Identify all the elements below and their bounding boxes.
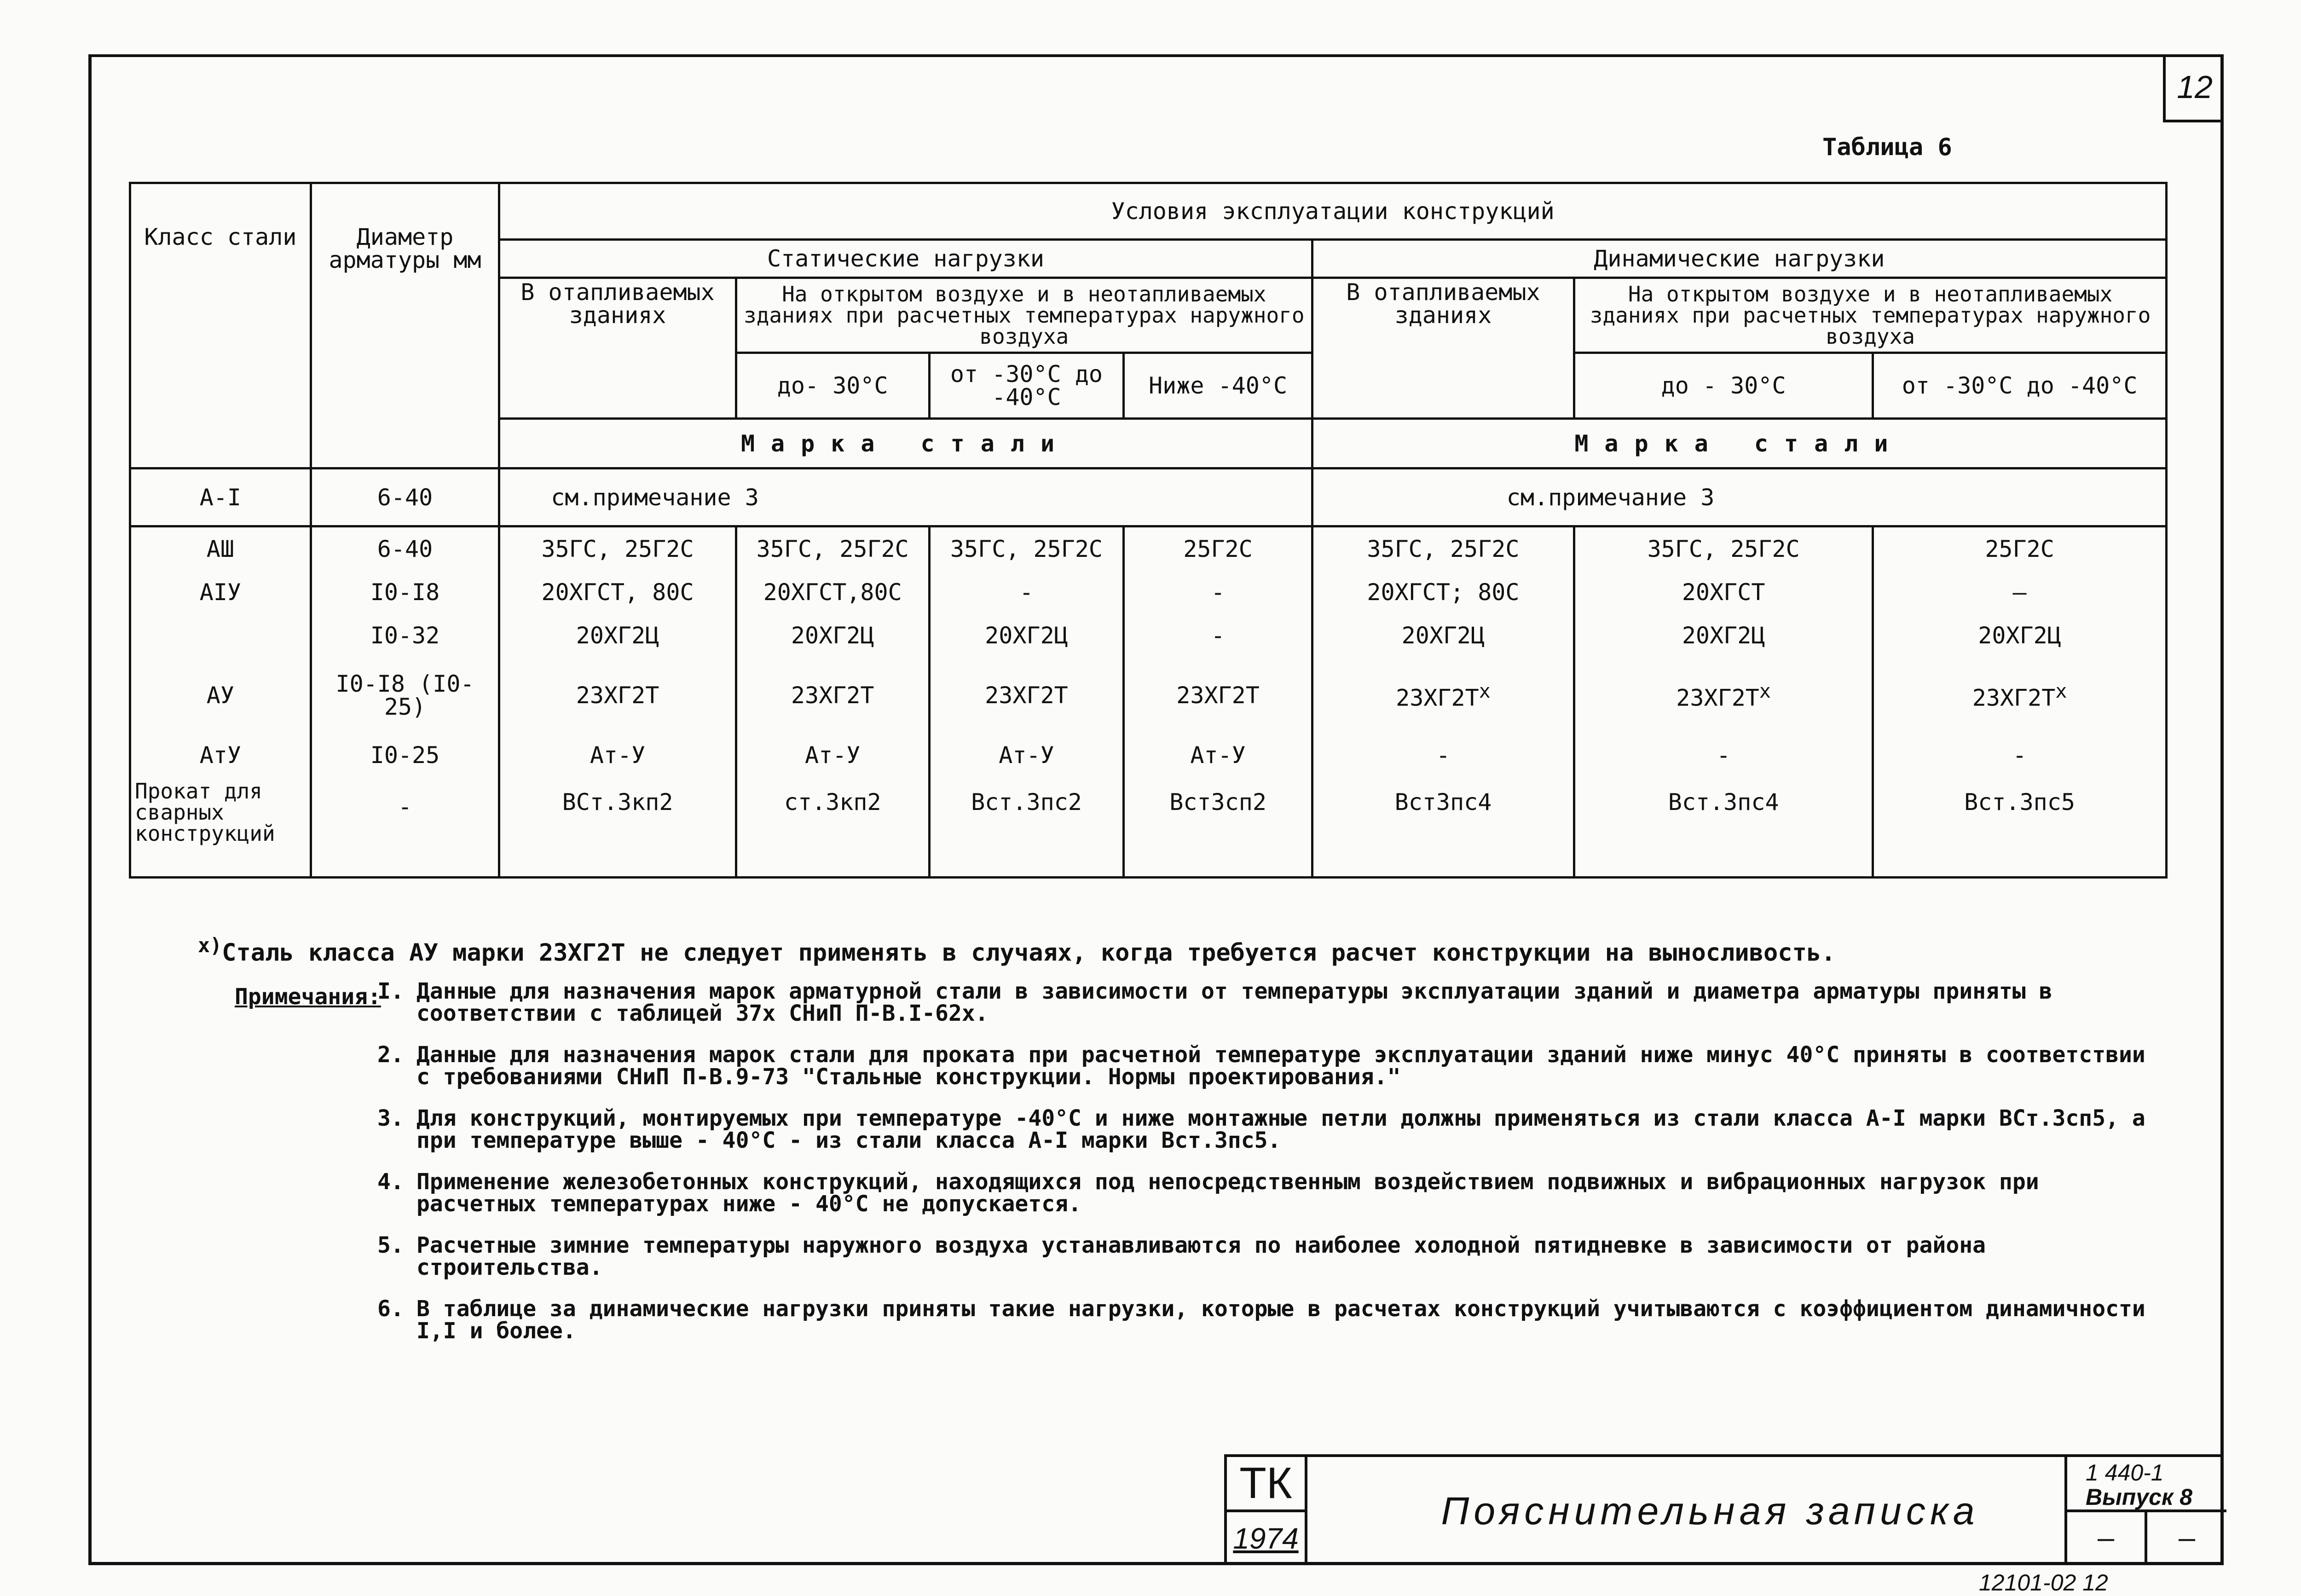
header-static-30-40: от -30°С до -40°С [929, 353, 1124, 419]
cell: 23ХГ2Т [736, 657, 929, 734]
row-diameter: I0-25 [311, 734, 499, 777]
cell: ст.3кп2 [736, 777, 929, 878]
cell: - [929, 571, 1124, 614]
row-class: АIУ [130, 571, 311, 614]
row-diameter: I0-I8 (I0-25) [311, 657, 499, 734]
header-dynamic: Динамические нагрузки [1312, 240, 2166, 278]
cell: 35ГС, 25Г2С [736, 526, 929, 571]
note-item: 5. Расчетные зимние температуры наружного воздуха устанавливаются по наиболее холодной пятидневке в зависимости от района строительства. [377, 1232, 1986, 1280]
row-class: АтУ [130, 734, 311, 777]
stamp-tk: ТК [1227, 1457, 1307, 1512]
note-item: 3. Для конструкций, монтируемых при температуре -40°С и ниже монтажные петли должны применяться из стали класса А-I марки ВСт.3сп5, а при температуре выше - 40°С - из стали класса А-I марки Вст.3пс5. [377, 1105, 2145, 1153]
header-conditions: Условия эксплуатации конструкций [499, 183, 2167, 240]
note-item: 6. В таблице за динамические нагрузки приняты такие нагрузки, которые в расчетах конструкций учитываются с коэффициентом динамичности I,I и более. [377, 1296, 2145, 1344]
table-title: Таблица 6 [1822, 133, 1952, 161]
header-static-heated: В отапливаемых зданиях [499, 278, 736, 419]
header-diameter: Диаметр арматуры мм [311, 183, 499, 468]
table-row [130, 468, 2167, 526]
cell: 20ХГ2Ц [1312, 614, 1574, 657]
header-dynamic-outdoor: На открытом воздухе и в неотапливаемых зданиях при расчетных температурах наружного воздуха [1574, 278, 2167, 353]
header-static: Статические нагрузки [499, 240, 1312, 278]
cell: Вст.3пс4 [1574, 777, 1873, 878]
row-diameter: I0-32 [311, 614, 499, 657]
cell: 20ХГСТ [1574, 571, 1873, 614]
cell: 20ХГ2Ц [499, 614, 736, 657]
cell: Ат-У [499, 734, 736, 777]
cell: - [1124, 571, 1312, 614]
cell: Ат-У [1124, 734, 1312, 777]
cell: $23ХГ2Т^x$ [1574, 657, 1873, 734]
frame-right-line [2220, 54, 2224, 1564]
row-static-note: см.примечание 3 [499, 468, 1312, 526]
header-dynamic-to30: до - 30°С [1574, 353, 1873, 419]
header-static-to30: до- 30°С [736, 353, 929, 419]
row-class: А-I [130, 468, 311, 526]
table-row [130, 777, 2167, 878]
cell: 20ХГ2Ц [736, 614, 929, 657]
cell: - [1574, 734, 1873, 777]
row-class: АШ [130, 526, 311, 571]
cell: 35ГС, 25Г2С [1312, 526, 1574, 571]
cell: — [1873, 571, 2167, 614]
footnote [198, 934, 1836, 966]
cell: 20ХГСТ; 80С [1312, 571, 1574, 614]
table-row [130, 571, 2167, 614]
row-diameter: 6-40 [311, 526, 499, 571]
archive-number: 12101-02 12 [1979, 1570, 2108, 1596]
cell: $23ХГ2Т^x$ [1312, 657, 1574, 734]
row-diameter: - [311, 777, 499, 878]
cell: - [1312, 734, 1574, 777]
cell: ВстЗсп2 [1124, 777, 1312, 878]
cell: $23ХГ2Т^x$ [1873, 657, 2167, 734]
header-static-below40: Ниже -40°С [1124, 353, 1312, 419]
cell: 20ХГ2Ц [929, 614, 1124, 657]
row-diameter: 6-40 [311, 468, 499, 526]
cell: 25Г2С [1873, 526, 2167, 571]
row-class: Прокат для сварных конструкций [130, 777, 311, 878]
cell: ВстЗпс4 [1312, 777, 1574, 878]
header-dynamic-30-40: от -30°С до -40°С [1873, 353, 2167, 419]
header-dynamic-heated: В отапливаемых зданиях [1312, 278, 1574, 419]
cell: 35ГС, 25Г2С [499, 526, 736, 571]
cell: 20ХГСТ,80С [736, 571, 929, 614]
header-mark-static: Марка стали [499, 419, 1312, 468]
cell: ВСт.3кп2 [499, 777, 736, 878]
stamp-code: 1 440-1 Выпуск 8 [2064, 1457, 2226, 1512]
table-row [130, 526, 2167, 571]
table-row [130, 657, 2167, 734]
notes-heading: Примечания: [235, 984, 381, 1010]
cell: 35ГС, 25Г2С [929, 526, 1124, 571]
cell: 20ХГ2Ц [1574, 614, 1873, 657]
stamp-title: Пояснительная записка [1441, 1489, 1979, 1532]
stamp-year: 1974 [1227, 1512, 1307, 1565]
table-row [130, 614, 2167, 657]
cell: 23ХГ2Т [1124, 657, 1312, 734]
row-diameter: I0-I8 [311, 571, 499, 614]
row-dynamic-note: см.примечание 3 [1312, 468, 2166, 526]
footnote-mark: x) [198, 934, 222, 957]
note-item: 2. Данные для назначения марок стали для проката при расчетной температуре эксплуатации зданий ниже минус 40°С приняты в соответствии с требованиями СНиП П-В.9-73 "Стальные конструкции. Нормы проектирования." [377, 1042, 2145, 1090]
row-class: АУ [130, 657, 311, 734]
steel-grade-table [129, 182, 2168, 879]
cell: 35ГС, 25Г2С [1574, 526, 1873, 571]
cell: 20ХГСТ, 80С [499, 571, 736, 614]
cell: 25Г2С [1124, 526, 1312, 571]
cell: 23ХГ2Т [499, 657, 736, 734]
header-class: Класс стали [130, 183, 311, 468]
notes-section [235, 980, 2168, 1361]
cell: Вст.3пс2 [929, 777, 1124, 878]
cell: Вст.3пс5 [1873, 777, 2167, 878]
sheet-number: 12 [2163, 54, 2224, 122]
row-class [130, 614, 311, 657]
cell: 20ХГ2Ц [1873, 614, 2167, 657]
header-mark-dynamic: Марка стали [1312, 419, 2166, 468]
stamp-cell-1: — [2064, 1512, 2147, 1565]
note-item: I. Данные для назначения марок арматурной стали в зависимости от температуры эксплуатации зданий и диаметра арматуры приняты в соответствии с таблицей 37х СНиП П-В.I-62х. [377, 978, 2052, 1026]
cell: 23ХГ2Т [929, 657, 1124, 734]
stamp-cell-2: — [2178, 1522, 2196, 1555]
cell: Ат-У [929, 734, 1124, 777]
cell: - [1124, 614, 1312, 657]
note-item: 4. Применение железобетонных конструкций, находящихся под непосредственным воздействием подвижных и вибрационных нагрузок при расчетных температурах ниже - 40°С не допускается. [377, 1169, 2039, 1217]
footnote-text: Сталь класса АУ марки 23ХГ2Т не следует применять в случаях, когда требуется расчет конструкции на выносливость. [222, 939, 1836, 967]
table-row [130, 734, 2167, 777]
title-block [1224, 1454, 2224, 1562]
header-static-outdoor: На открытом воздухе и в неотапливаемых зданиях при расчетных температурах наружного воздуха [736, 278, 1312, 353]
cell: - [1873, 734, 2167, 777]
cell: Ат-У [736, 734, 929, 777]
